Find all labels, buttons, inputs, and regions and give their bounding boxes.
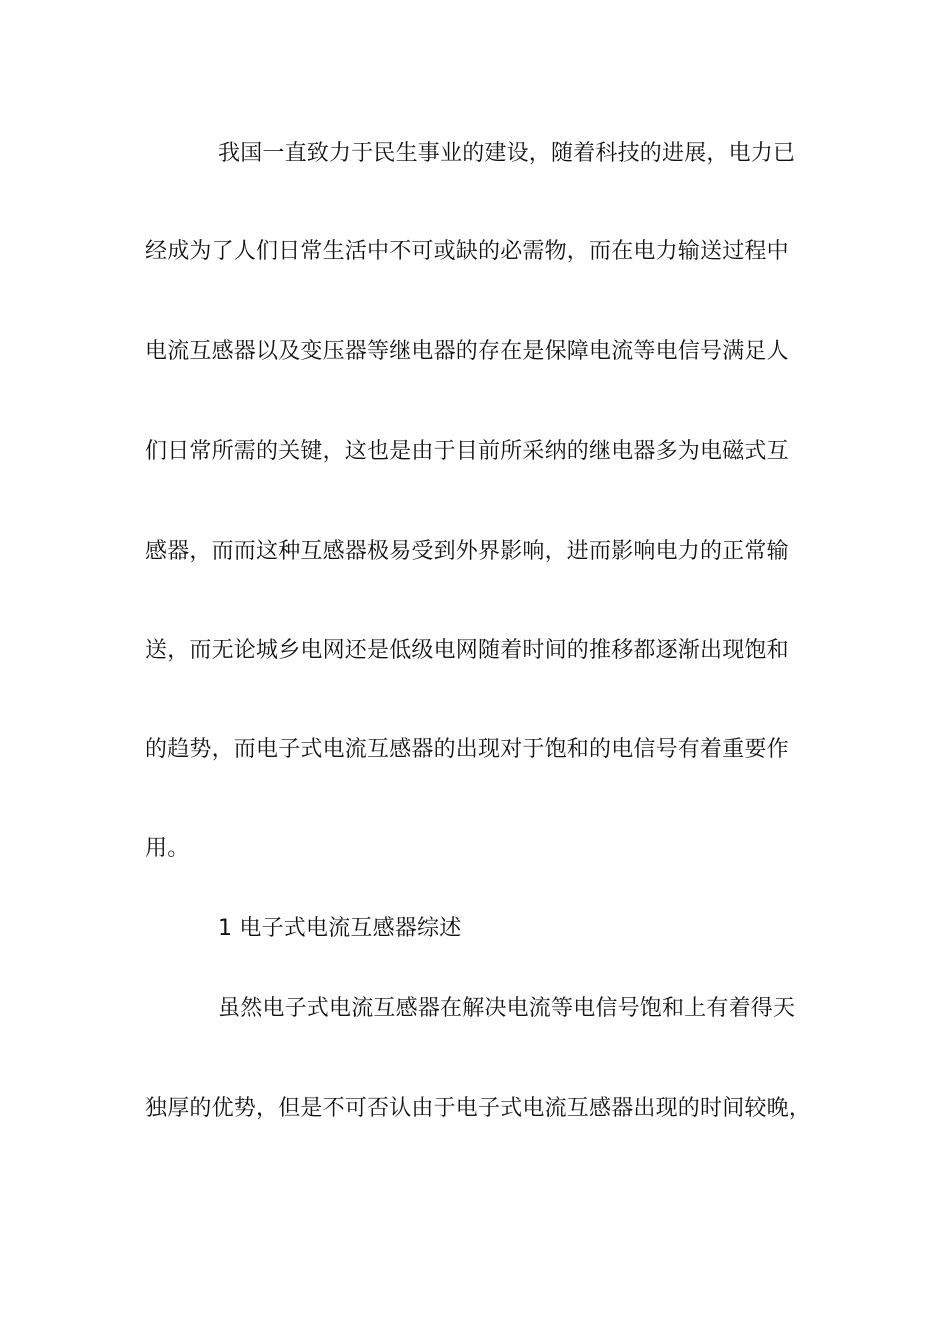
paragraph-1-line-8: 用。 [145,836,190,861]
paragraph-2-line-1: 虽然电子式电流互感器在解决电流等电信号饱和上有着得天 [218,996,796,1021]
paragraph-1-line-2: 经成为了人们日常生活中不可或缺的必需物，而在电力输送过程中 [145,239,789,264]
section-heading: 1 电子式电流互感器综述 [218,916,462,941]
paragraph-1-line-5: 感器，而而这种互感器极易受到外界影响，进而影响电力的正常输 [145,539,789,564]
paragraph-2-line-2: 独厚的优势，但是不可否认由于电子式电流互感器出现的时间较晚， [145,1096,812,1121]
paragraph-1-line-7: 的趋势，而电子式电流互感器的出现对于饱和的电信号有着重要作 [145,737,789,762]
paragraph-1-line-1: 我国一直致力于民生事业的建设，随着科技的进展，电力已 [218,141,796,166]
paragraph-1-line-6: 送，而无论城乡电网还是低级电网随着时间的推移都逐渐出现饱和 [145,638,789,663]
paragraph-1-line-4: 们日常所需的关键，这也是由于目前所采纳的继电器多为电磁式互 [145,439,789,464]
paragraph-1-line-3: 电流互感器以及变压器等继电器的存在是保障电流等电信号满足人 [145,339,789,364]
